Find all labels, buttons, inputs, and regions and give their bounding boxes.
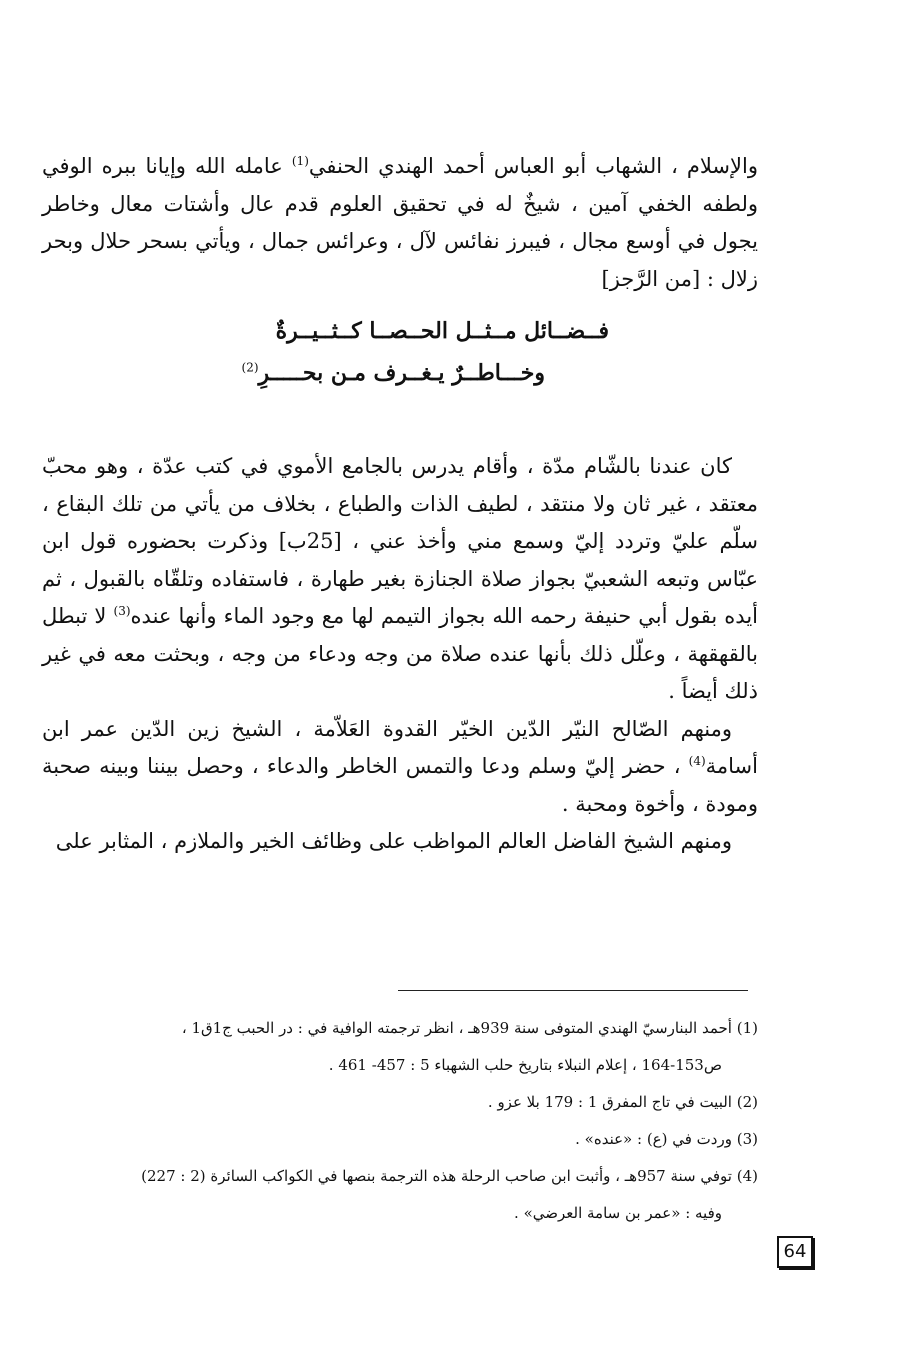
- footnote-2: (2) البيت في تاج المفرق 1 : 179 بلا عزو .: [487, 1093, 758, 1111]
- footnote-4-line-2: وفيه : «عمر بن سامة العرضي» .: [514, 1204, 722, 1222]
- footnote-1-line-1: (1) أحمد البنارسيّ الهندي المتوفى سنة 939هـ ، انظر ترجمته الوافية في : در الحبب ج1ق1 ،: [181, 1019, 758, 1037]
- footnote-4-line-1: (4) توفي سنة 957هـ ، وأثبت ابن صاحب الرحلة هذه الترجمة بنصها في الكواكب السائرة (2 : 227): [141, 1167, 758, 1185]
- verse-line-2: [242, 360, 545, 386]
- paragraph-1: [42, 148, 758, 298]
- paragraph-2-text-b: لا تبطل بالقهقهة ، وعلّل ذلك بأنها عنده صلاة من وجه ودعاء من وجه ، وبحثت معه في غير ذلك أيضاً .: [42, 604, 758, 703]
- footnotes: [42, 1010, 758, 1232]
- footnote-1-line-2: ص153-164 ، إعلام النبلاء بتاريخ حلب الشهباء 5 : 457- 461 .: [328, 1056, 722, 1074]
- paragraph-1-text-b: عامله الله وإيانا ببره الوفي ولطفه الخفي آمين ، شيخٌ له في تحقيق العلوم قدم عال وأشتات معال وخاطر يجول في أوسع مجال ، فيبرز نفائس لآل ، وعرائس جمال ، ويأتي بسحر حلال وبحر زلال : [من الرَّجز]: [42, 154, 758, 291]
- footnote-divider: [398, 990, 748, 991]
- footnote-3: (3) وردت في (ع) : «عنده» .: [575, 1130, 758, 1148]
- footnote-ref-3: (3): [113, 604, 131, 618]
- verse-line-1: فــضــائل مــثــل الحــصــا كــثــيــرةٌ: [275, 318, 609, 344]
- verse-line-2-text: وخـــاطــرٌ يـغــرف مـن بحـــــرِ: [258, 360, 545, 386]
- footnote-ref-1: (1): [291, 154, 309, 168]
- paragraph-3-text-a: ومنهم الصّالح النيّر الدّين الخيّر القدوة العَلاّمة ، الشيخ زين الدّين عمر ابن أسامة: [42, 716, 758, 778]
- paragraph-2-text-a: كان عندنا بالشّام مدّة ، وأقام يدرس بالجامع الأموي في كتب عدّة ، وهو محبّ معتقد ، غير ثان ولا منتقد ، لطيف الذات والطباع ، بخلاف من يأتي من تلك البقاع ، سلّم عليّ وتردد إليّ وسمع مني وأخذ عني ، [25ب] وذكرت بحضوره قول ابن عبّاس وتبعه الشعبيّ بجواز صلاة الجنازة بغير طهارة ، فاستفاده وتلقّاه بالقبول ، ثم أيده بقول أبي حنيفة رحمه الله بجواز التيمم لها مع وجود الماء وأنها عنده: [42, 454, 758, 628]
- footnote-ref-2: (2): [241, 360, 259, 375]
- paragraph-3-text-b: ، حضر إليّ وسلم ودعا والتمس الخاطر والدعاء ، وحصل بيننا وبينه صحبة ومودة ، وأخوة ومحبة .: [42, 754, 758, 816]
- footnote-ref-4: (4): [688, 754, 706, 768]
- paragraph-4: ومنهم الشيخ الفاضل العالم المواظب على وظائف الخير والملازم ، المثابر على: [55, 829, 732, 853]
- paragraph-2: [42, 448, 758, 861]
- paragraph-1-text-a: والإسلام ، الشهاب أبو العباس أحمد الهندي الحنفي: [308, 154, 758, 178]
- page-number: 64: [777, 1236, 813, 1268]
